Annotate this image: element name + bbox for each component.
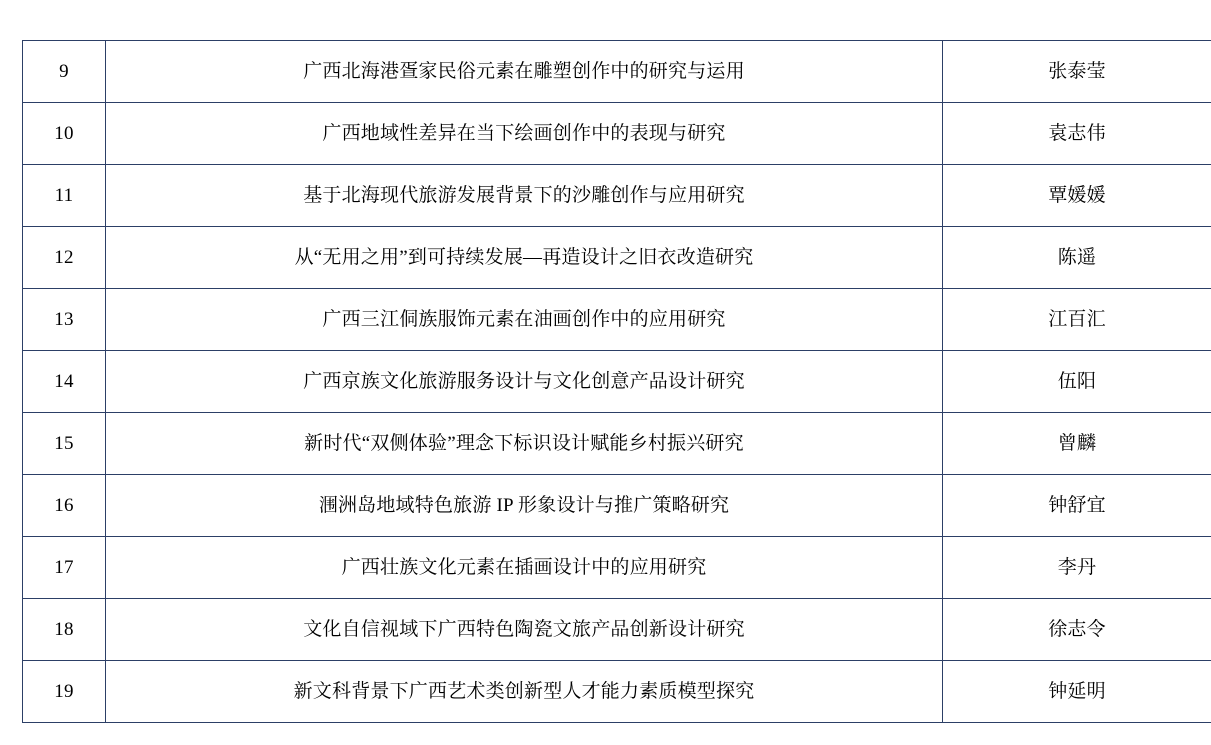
row-author-text: 陈遥 [1057, 246, 1097, 268]
row-title-cell [106, 537, 943, 599]
row-author-cell [943, 413, 1211, 475]
row-title-text: 广西北海港疍家民俗元素在雕塑创作中的研究与运用 [303, 60, 745, 82]
row-title-text: 涠洲岛地域特色旅游 IP 形象设计与推广策略研究 [318, 494, 730, 516]
row-index-cell [23, 599, 106, 661]
row-title-cell [106, 41, 943, 103]
row-author-cell [943, 165, 1211, 227]
row-title-text: 广西地域性差异在当下绘画创作中的表现与研究 [322, 122, 726, 144]
row-author-cell [943, 537, 1211, 599]
row-title-cell [106, 289, 943, 351]
row-author-text: 袁志伟 [1048, 122, 1106, 144]
row-author-cell [943, 103, 1211, 165]
table-row [23, 475, 1211, 537]
project-list-table [22, 40, 1211, 723]
row-author-cell [943, 227, 1211, 289]
row-title-cell [106, 103, 943, 165]
project-list-table-wrapper [22, 40, 1190, 723]
row-title-text: 从“无用之用”到可持续发展—再造设计之旧衣改造研究 [294, 246, 754, 268]
row-index-text: 9 [59, 60, 69, 82]
row-index-text: 14 [54, 370, 74, 392]
row-author-text: 曾麟 [1057, 432, 1097, 454]
row-author-text: 江百汇 [1048, 308, 1106, 330]
row-index-text: 11 [54, 184, 74, 206]
row-index-text: 18 [54, 618, 74, 640]
table-row [23, 661, 1211, 723]
row-author-text: 伍阳 [1057, 370, 1097, 392]
table-row [23, 413, 1211, 475]
row-author-cell [943, 475, 1211, 537]
table-row [23, 289, 1211, 351]
row-title-cell [106, 599, 943, 661]
row-author-text: 钟延明 [1048, 680, 1106, 702]
row-index-text: 17 [54, 556, 74, 578]
row-title-cell [106, 475, 943, 537]
row-title-cell [106, 351, 943, 413]
row-author-text: 李丹 [1057, 556, 1097, 578]
table-row [23, 537, 1211, 599]
row-index-cell [23, 289, 106, 351]
row-index-cell [23, 103, 106, 165]
row-author-cell [943, 351, 1211, 413]
row-author-cell [943, 661, 1211, 723]
row-index-text: 19 [54, 680, 74, 702]
row-index-text: 13 [54, 308, 74, 330]
table-row [23, 227, 1211, 289]
row-title-text: 新文科背景下广西艺术类创新型人才能力素质模型探究 [293, 680, 755, 702]
row-author-cell [943, 289, 1211, 351]
row-title-text: 基于北海现代旅游发展背景下的沙雕创作与应用研究 [303, 184, 745, 206]
row-index-cell [23, 537, 106, 599]
row-index-text: 16 [54, 494, 74, 516]
row-author-text: 覃媛媛 [1048, 184, 1106, 206]
row-author-text: 钟舒宜 [1048, 494, 1106, 516]
row-index-text: 10 [54, 122, 74, 144]
table-body [23, 41, 1211, 723]
row-title-text: 广西三江侗族服饰元素在油画创作中的应用研究 [322, 308, 726, 330]
row-title-text: 新时代“双侧体验”理念下标识设计赋能乡村振兴研究 [304, 432, 744, 454]
row-index-text: 15 [54, 432, 74, 454]
row-index-cell [23, 475, 106, 537]
row-title-cell [106, 165, 943, 227]
row-title-cell [106, 413, 943, 475]
row-index-cell [23, 227, 106, 289]
row-title-cell [106, 661, 943, 723]
row-index-text: 12 [54, 246, 74, 268]
table-row [23, 103, 1211, 165]
row-author-cell [943, 41, 1211, 103]
table-row [23, 351, 1211, 413]
table-row [23, 41, 1211, 103]
row-index-cell [23, 351, 106, 413]
table-row [23, 599, 1211, 661]
row-title-text: 广西壮族文化元素在插画设计中的应用研究 [341, 556, 707, 578]
table-row [23, 165, 1211, 227]
row-index-cell [23, 661, 106, 723]
row-title-cell [106, 227, 943, 289]
row-author-text: 徐志令 [1048, 618, 1106, 640]
row-author-text: 张泰莹 [1048, 60, 1106, 82]
row-title-text: 文化自信视域下广西特色陶瓷文旅产品创新设计研究 [303, 618, 745, 640]
row-index-cell [23, 41, 106, 103]
row-author-cell [943, 599, 1211, 661]
row-index-cell [23, 165, 106, 227]
row-index-cell [23, 413, 106, 475]
row-title-text: 广西京族文化旅游服务设计与文化创意产品设计研究 [303, 370, 745, 392]
